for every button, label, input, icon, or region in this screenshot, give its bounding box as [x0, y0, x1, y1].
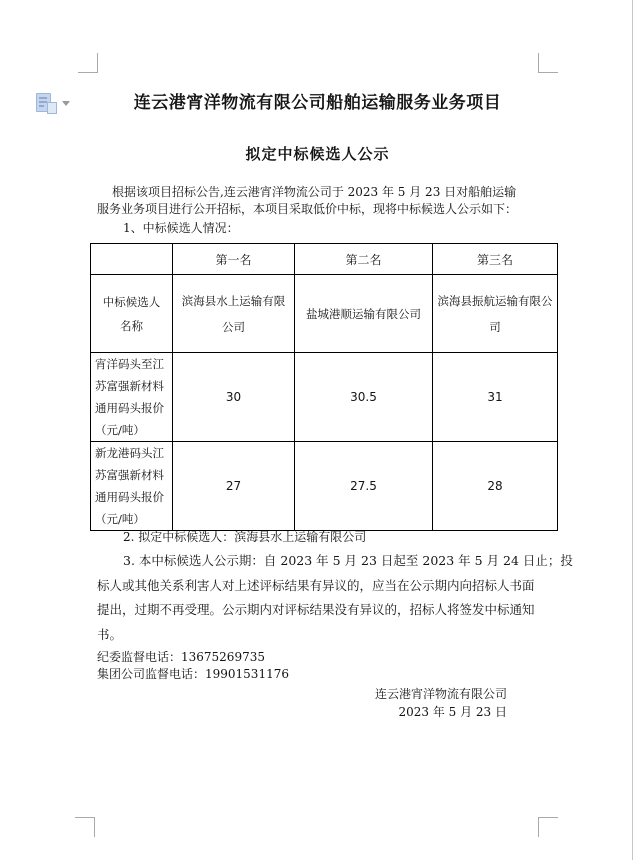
table-label-cell: 中标候选人 名称	[91, 275, 173, 353]
list-item-1: 1、中标候选人情况：	[123, 221, 239, 235]
table-value-cell: 27	[173, 442, 295, 531]
item3-line: 书。	[97, 626, 123, 642]
clipboard-icon	[36, 93, 51, 112]
intro-line: 根据该项目招标公告,连云港宵洋物流公司于 2023 年 5 月 23 日对船舶运输	[112, 185, 517, 199]
intro-paragraph	[97, 184, 542, 217]
supervision-phones	[97, 649, 289, 682]
crop-mark-bottom-left	[75, 817, 95, 837]
phone-discipline: 纪委监督电话：13675269735	[97, 650, 265, 664]
signature-date: 2023 年 5 月 23 日	[398, 704, 507, 719]
table-value-cell: 30	[173, 353, 295, 442]
phone-group: 集团公司监督电话：19901531176	[97, 666, 289, 681]
signature-company: 连云港宵洋物流有限公司	[374, 687, 507, 701]
signature-block	[97, 686, 507, 721]
table-row-price-xiaoyang	[91, 353, 558, 442]
item3-line: 标人或其他关系利害人对上述评标结果有异议的，应当在公示期内向招标人书面	[97, 577, 535, 593]
table-value-cell: 31	[433, 353, 558, 442]
page-subtitle: 拟定中标候选人公示	[245, 145, 390, 163]
table-label-cell: 宵洋码头至江 苏富强新材料 通用码头报价 （元/吨）	[91, 353, 173, 442]
chevron-down-icon	[62, 101, 70, 106]
paste-options-button[interactable]	[33, 91, 77, 117]
table-row-candidate-names	[91, 275, 558, 353]
table-header-cell: 第三名	[433, 244, 558, 275]
table-value-cell: 27.5	[295, 442, 433, 531]
table-row-price-xinlonggang	[91, 442, 558, 531]
mini-document-icon	[47, 102, 57, 114]
list-item-3	[97, 549, 573, 647]
page-right-edge	[632, 0, 633, 860]
item3-line: 3. 本中标候选人公示期：自 2023 年 5 月 23 日起至 2023 年 5 月 24 日止；投	[123, 553, 573, 568]
candidates-table	[90, 243, 558, 531]
table-header-cell	[91, 244, 173, 275]
table-value-cell: 盐城港顺运输有限公司	[295, 275, 433, 353]
table-header-cell: 第二名	[295, 244, 433, 275]
list-item-2: 2. 拟定中标候选人：滨海县水上运输有限公司	[123, 530, 367, 544]
intro-line: 服务业务项目进行公开招标，本项目采取低价中标，现将中标候选人公示如下：	[97, 201, 518, 216]
table-value-cell: 28	[433, 442, 558, 531]
table-header-cell: 第一名	[173, 244, 295, 275]
crop-mark-top-left	[78, 53, 98, 73]
crop-mark-top-right	[538, 53, 558, 73]
table-value-cell: 30.5	[295, 353, 433, 442]
table-value-cell: 滨海县水上运输有限公司	[173, 275, 295, 353]
crop-mark-bottom-right	[538, 817, 558, 837]
table-label-cell: 新龙港码头江 苏富强新材料 通用码头报价 （元/吨）	[91, 442, 173, 531]
table-value-cell: 滨海县振航运输有限公司	[433, 275, 558, 353]
item3-line: 提出，过期不再受理。公示期内对评标结果没有异议的，招标人将签发中标通知	[97, 602, 535, 617]
page-title: 连云港宵洋物流有限公司船舶运输服务业务项目	[133, 93, 502, 113]
table-header-row	[91, 244, 558, 275]
